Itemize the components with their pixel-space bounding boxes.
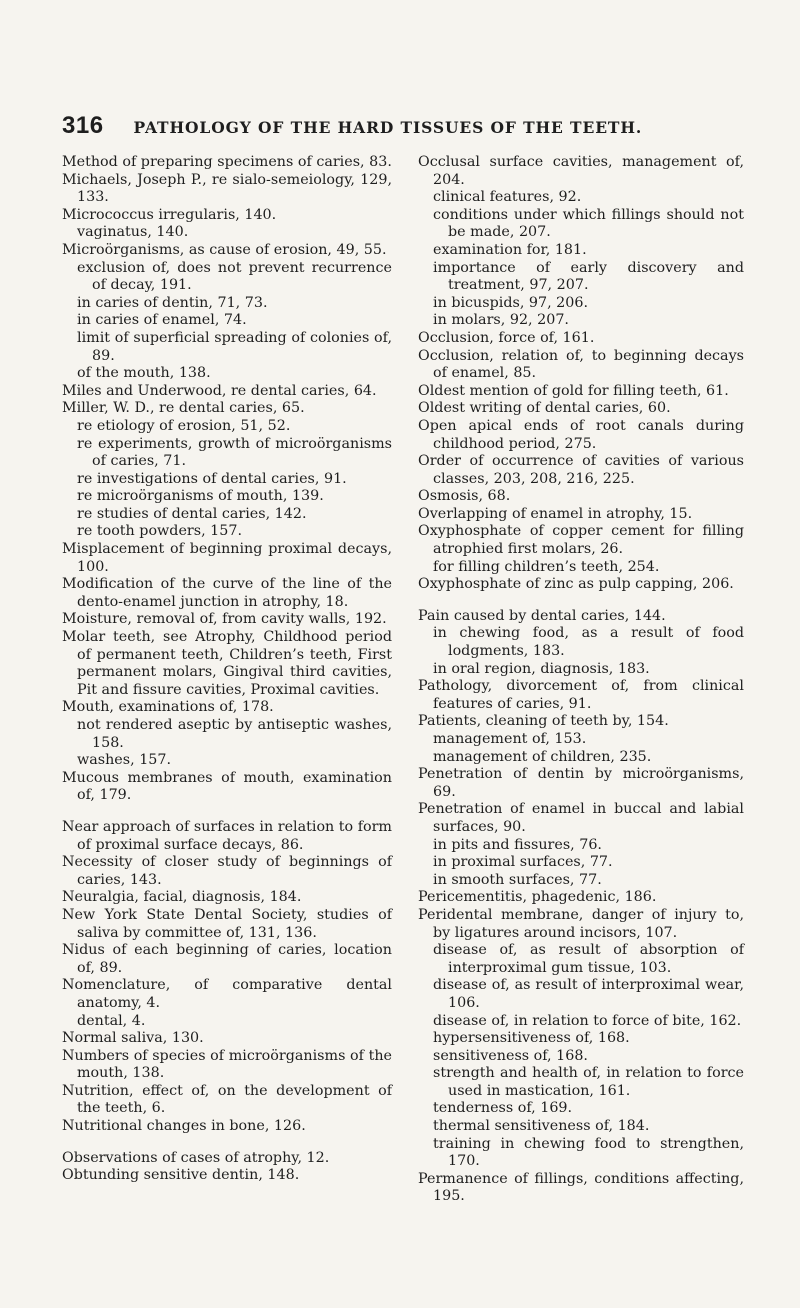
index-entry: Mucous membranes of mouth, examination of, 179. xyxy=(62,769,392,804)
index-subentry: in molars, 92, 207. xyxy=(433,312,569,329)
index-subentry: re etiology of erosion, 51, 52. xyxy=(77,417,291,434)
section-gap xyxy=(62,1136,392,1150)
index-entry: New York State Dental Society, studies of saliva by committee of, 131, 136. xyxy=(62,906,392,941)
index-subentry: vaginatus, 140. xyxy=(77,224,189,241)
index-subentry: importance of early discovery and treatment, 97, 207. xyxy=(433,259,744,294)
index-entry: Oldest mention of gold for filling teeth, 61. xyxy=(418,382,729,399)
index-entry: Moisture, removal of, from cavity walls, 192. xyxy=(62,611,387,628)
index-subentry: sensitiveness of, 168. xyxy=(433,1047,588,1064)
index-entry: Obtunding sensitive dentin, 148. xyxy=(62,1167,300,1184)
index-entry: Nutritional changes in bone, 126. xyxy=(62,1118,306,1135)
index-subentry: dental, 4. xyxy=(77,1012,146,1029)
index-subentry: clinical features, 92. xyxy=(433,189,582,206)
index-entry: Necessity of closer study of beginnings of caries, 143. xyxy=(62,854,392,888)
index-subentry: management of, 153. xyxy=(433,731,587,747)
index-entry: Patients, cleaning of teeth by, 154. xyxy=(418,713,669,730)
index-subentry: training in chewing food to strengthen, 170. xyxy=(433,1135,744,1170)
index-entry: Michaels, Joseph P., re sialo-semeiology, 129, 133. xyxy=(62,171,392,206)
index-subentry: re studies of dental caries, 142. xyxy=(77,505,307,522)
index-subentry: re tooth powders, 157. xyxy=(77,523,243,540)
index-subentry: in bicuspids, 97, 206. xyxy=(433,294,589,311)
index-subentry: washes, 157. xyxy=(77,752,172,769)
index-subentry: hypersensitiveness of, 168. xyxy=(433,1030,630,1047)
index-subentry: re investigations of dental caries, 91. xyxy=(77,470,347,487)
index-subentry: in oral region, diagnosis, 183. xyxy=(433,660,650,677)
index-entry: Near approach of surfaces in relation to form of proximal surface decays, 86. xyxy=(62,818,392,853)
index-subentry: in pits and fissures, 76. xyxy=(433,836,602,853)
index-subentry: in chewing food, as a result of food lodgments, 183. xyxy=(433,625,744,660)
index-subentry: thermal sensitiveness of, 184. xyxy=(433,1118,650,1135)
index-entry: Micrococcus irregularis, 140. xyxy=(62,206,277,223)
index-subentry: exclusion of, does not prevent recurrence of decay, 191. xyxy=(77,259,392,294)
index-column-left xyxy=(62,154,392,1185)
index-entry: Permanence of fillings, conditions affecting, 195. xyxy=(418,1170,744,1205)
index-column-right xyxy=(418,154,744,1206)
index-entry: Normal saliva, 130. xyxy=(62,1030,204,1047)
index-subentry: re experiments, growth of microörganisms of caries, 71. xyxy=(77,435,392,470)
index-entry: Modification of the curve of the line of the dento-enamel junction in atrophy, 18. xyxy=(62,576,392,610)
index-entry: Order of occurrence of cavities of various classes, 203, 208, 216, 225. xyxy=(418,453,744,487)
index-entry: Misplacement of beginning proximal decays, 100. xyxy=(62,541,392,575)
page-header xyxy=(62,112,762,140)
index-entry: Open apical ends of root canals during childhood period, 275. xyxy=(418,417,744,452)
index-entry: Oxyphosphate of zinc as pulp capping, 206. xyxy=(418,576,734,593)
index-entry: Pain caused by dental caries, 144. xyxy=(418,607,666,624)
index-subentry: not rendered aseptic by antiseptic washes, 158. xyxy=(77,717,392,751)
index-entry: Peridental membrane, danger of injury to, by ligatures around incisors, 107. xyxy=(418,906,744,941)
index-entry: Molar teeth, see Atrophy, Childhood period of permanent teeth, Children’s teeth, First permanent molars, Gingival third cavities, Pit and fissure cavities, Proximal cavities. xyxy=(62,629,392,698)
index-entry: Occlusion, relation of, to beginning decays of enamel, 85. xyxy=(418,347,744,382)
index-entry: Neuralgia, facial, diagnosis, 184. xyxy=(62,889,302,906)
index-entry: Nomenclature, of comparative dental anatomy, 4. xyxy=(62,977,392,1011)
index-subentry: re microörganisms of mouth, 139. xyxy=(77,488,324,505)
index-entry: Occlusion, force of, 161. xyxy=(418,329,595,346)
index-entry: Penetration of enamel in buccal and labial surfaces, 90. xyxy=(418,801,744,835)
index-entry: Mouth, examinations of, 178. xyxy=(62,699,274,716)
section-gap xyxy=(418,594,744,608)
index-subentry: in caries of enamel, 74. xyxy=(77,312,247,329)
index-subentry: management of children, 235. xyxy=(433,748,652,765)
index-entry: Oxyphosphate of copper cement for filling atrophied first molars, 26. xyxy=(418,523,744,558)
index-entry: Observations of cases of atrophy, 12. xyxy=(62,1149,330,1166)
running-title: PATHOLOGY OF THE HARD TISSUES OF THE TEETH. xyxy=(133,118,643,137)
index-entry: Pericementitis, phagedenic, 186. xyxy=(418,889,657,906)
index-subentry: disease of, as result of interproximal wear, 106. xyxy=(433,977,744,1011)
index-subentry: limit of superficial spreading of colonies of, 89. xyxy=(77,329,392,364)
index-entry: Nutrition, effect of, on the development of the teeth, 6. xyxy=(62,1082,392,1117)
page-number: 316 xyxy=(62,112,104,139)
index-entry: Occlusal surface cavities, management of, 204. xyxy=(418,154,744,188)
index-subentry: conditions under which fillings should not be made, 207. xyxy=(433,206,744,241)
index-subentry: disease of, in relation to force of bite, 162. xyxy=(433,1012,742,1029)
index-entry: Overlapping of enamel in atrophy, 15. xyxy=(418,505,693,522)
index-entry: Method of preparing specimens of caries, 83. xyxy=(62,154,392,170)
index-entry: Miles and Underwood, re dental caries, 64. xyxy=(62,382,377,399)
index-subentry: in caries of dentin, 71, 73. xyxy=(77,294,268,311)
index-subentry: tenderness of, 169. xyxy=(433,1100,573,1117)
index-entry: Oldest writing of dental caries, 60. xyxy=(418,400,671,417)
index-subentry: examination for, 181. xyxy=(433,241,587,258)
index-subentry: in proximal surfaces, 77. xyxy=(433,854,613,871)
index-subentry: of the mouth, 138. xyxy=(77,365,211,382)
index-subentry: strength and health of, in relation to force used in mastication, 161. xyxy=(433,1065,744,1099)
index-entry: Osmosis, 68. xyxy=(418,488,511,505)
index-entry: Pathology, divorcement of, from clinical features of caries, 91. xyxy=(418,678,744,712)
section-gap xyxy=(62,805,392,819)
index-subentry: for filling children’s teeth, 254. xyxy=(433,558,660,575)
index-subentry: disease of, as result of absorption of interproximal gum tissue, 103. xyxy=(433,942,744,976)
index-entry: Nidus of each beginning of caries, location of, 89. xyxy=(62,942,392,976)
index-entry: Microörganisms, as cause of erosion, 49, 55. xyxy=(62,241,387,258)
index-subentry: in smooth surfaces, 77. xyxy=(433,871,602,888)
index-entry: Numbers of species of microörganisms of the mouth, 138. xyxy=(62,1047,392,1082)
index-entry: Miller, W. D., re dental caries, 65. xyxy=(62,400,305,417)
index-entry: Penetration of dentin by microörganisms, 69. xyxy=(418,766,744,800)
